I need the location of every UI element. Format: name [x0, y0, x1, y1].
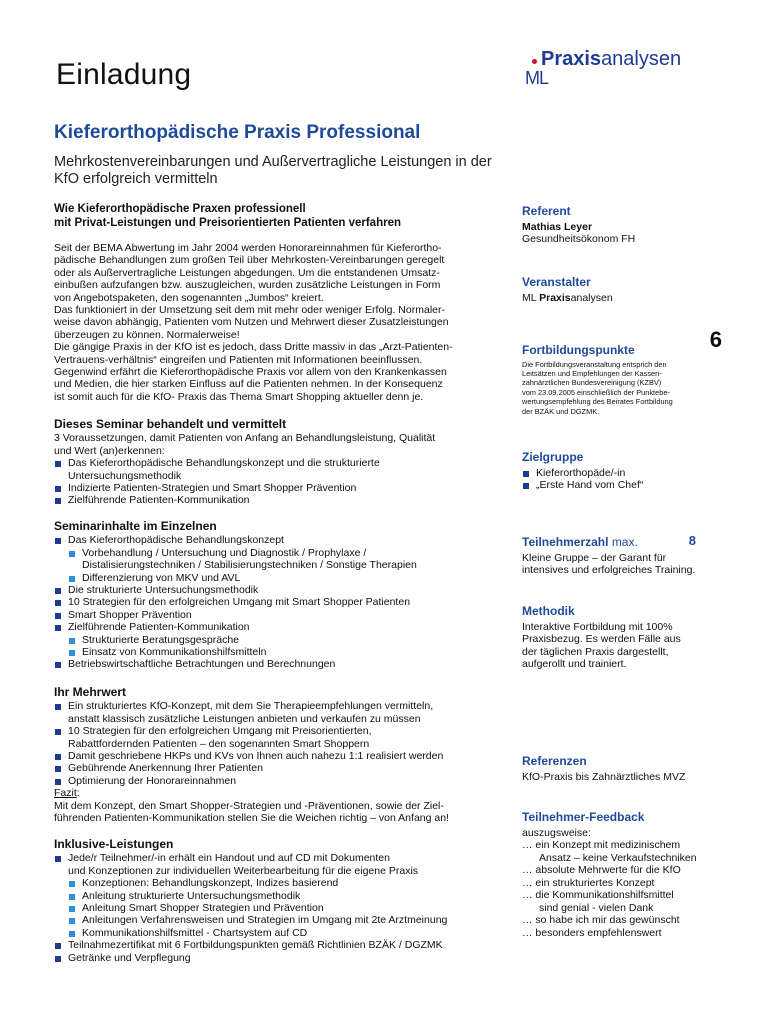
- value-list: [54, 700, 500, 787]
- value-section: [54, 686, 500, 824]
- seminar-topics-section: Dieses Seminar behandelt und vermittelt 3 Voraussetzungen, damit Patienten von Anfang an Behandlungsleistung, Qualität und Wert (an)erkennen: Das Kieferorthopädische Behandlungskonzept und die strukturierte Untersuchungsmethodik Indizierte Patienten-Strategien und Smart Shopper Prävention Zielführende Patienten-Kommunikation: [54, 418, 500, 507]
- organizer-block: [522, 276, 722, 304]
- seminar-subtitle: Mehrkostenvereinbarungen und Außervertragliche Leistungen in der KfO erfolgreich vermitteln: [54, 154, 492, 187]
- method-heading: Methodik: [522, 604, 575, 618]
- list-item: Einsatz von Kommunikationshilfsmitteln: [54, 646, 500, 658]
- referent-block: [522, 205, 722, 246]
- referent-name: Mathias Leyer: [522, 220, 593, 233]
- organizer-heading: Veranstalter: [522, 275, 591, 289]
- method-block: Methodik Interaktive Fortbildung mit 100% Praxisbezug. Es werden Fälle aus der täglichen Praxis dargestellt, aufgerollt und trainiert.: [522, 605, 722, 671]
- target-group-heading: Zielgruppe: [522, 450, 584, 464]
- list-item: Ein strukturiertes KfO-Konzept, mit dem Sie Therapieempfehlungen vermitteln, anstatt klassisch zusätzliche Leistungen anbieten und verkaufen zu müssen: [54, 700, 500, 725]
- topics-list: [54, 457, 500, 507]
- section-heading: Dieses Seminar behandelt und vermittelt: [54, 417, 287, 431]
- list-item: Getränke und Verpflegung: [54, 952, 500, 964]
- participants-max-value: 8: [688, 533, 696, 548]
- list-item: Zielführende Patienten-Kommunikation: [54, 494, 500, 506]
- list-item: 10 Strategien für den erfolgreichen Umgang mit Preisorientierten, Rabattfordernden Patienten – den sogenannten Smart Shoppern: [54, 725, 500, 750]
- seminar-title: Kieferorthopädische Praxis Professional: [54, 122, 421, 143]
- seminar-contents-section: [54, 520, 500, 671]
- training-points-heading: Fortbildungspunkte: [522, 343, 635, 357]
- list-item: Das Kieferorthopädische Behandlungskonzept: [54, 534, 500, 546]
- list-item: Damit geschriebene HKPs und KVs von Ihnen auch nahezu 1:1 realisiert werden: [54, 750, 500, 762]
- list-item: „Erste Hand vom Chef“: [522, 479, 722, 492]
- target-group-block: [522, 451, 722, 492]
- lead-heading: Wie Kieferorthopädische Praxen professionell mit Privat-Leistungen und Preisorientierten Patienten verfahren: [54, 203, 401, 229]
- list-item: Differenzierung von MKV und AVL: [54, 572, 500, 584]
- list-item: Anleitung Smart Shopper Strategien und Prävention: [54, 902, 500, 914]
- fazit-text: Mit dem Konzept, den Smart Shopper-Strategien und -Präventionen, sowie der Ziel- führenden Patienten-Kommunikation stellen Sie die Weichen richtig – von Anfang an!: [54, 799, 449, 825]
- participants-heading: Teilnehmerzahl max.: [522, 535, 638, 549]
- list-item: Gebührende Anerkennung Ihrer Patienten: [54, 762, 500, 774]
- section-heading: Seminarinhalte im Einzelnen: [54, 519, 217, 533]
- section-heading: Ihr Mehrwert: [54, 685, 127, 699]
- included-section: [54, 838, 500, 964]
- fazit-label: Fazit:: [54, 787, 80, 800]
- training-points-note: Die Fortbildungsveranstaltung entsprich den Leitsätzen und Empfehlungen der Kassen- zahnärztlichen Bundesvereinigung (KZBV) vom 23.09.2005 einschließlich der Punktebe- wertungsempfehlung des Beirates Fortbildung der BZÄK und DGZMK.: [522, 359, 673, 416]
- logo-monogram: ML: [525, 68, 549, 88]
- list-item: Kieferorthopäde/-in: [522, 467, 722, 480]
- list-item: Konzeptionen: Behandlungskonzept, Indizes basierend: [54, 877, 500, 889]
- list-item: Smart Shopper Prävention: [54, 609, 500, 621]
- references-heading: Referenzen: [522, 754, 587, 768]
- training-points-value: 6: [709, 327, 722, 352]
- list-item: Betriebswirtschaftliche Betrachtungen und Berechnungen: [54, 658, 500, 670]
- list-item: Jede/r Teilnehmer/-in erhält ein Handout und auf CD mit Dokumenten und Konzeptionen zur individuellen Weiterbearbeitung für die eigene Praxis: [54, 852, 500, 877]
- contents-list: [54, 534, 500, 546]
- list-item: Vorbehandlung / Untersuchung und Diagnostik / Prophylaxe / Distalisierungstechniken / Stabilisierungstechniken / Sonstige Therapien: [54, 547, 500, 572]
- list-item: Die strukturierte Untersuchungsmethodik: [54, 584, 500, 596]
- participants-block: Teilnehmerzahl max. 8 Kleine Gruppe – der Garant für intensives und erfolgreiches Training.: [522, 536, 722, 577]
- list-item: Optimierung der Honorareinnahmen: [54, 775, 500, 787]
- list-item: Kommunikationshilfsmittel - Chartsystem auf CD: [54, 927, 500, 939]
- list-item: Teilnahmezertifikat mit 6 Fortbildungspunkten gemäß Richtlinien BZÄK / DGZMK: [54, 939, 500, 951]
- list-item: Anleitung strukturierte Untersuchungsmethodik: [54, 890, 500, 902]
- logo-wordmark: Praxisanalysen: [541, 48, 682, 70]
- references-block: Referenzen KfO-Praxis bis Zahnärztliches MVZ: [522, 755, 722, 783]
- document-title: Einladung: [56, 58, 192, 91]
- referent-role: Gesundheitsökonom FH: [522, 233, 636, 245]
- intro-paragraph: Seit der BEMA Abwertung im Jahr 2004 werden Honorareinnahmen für Kieferortho- pädische Behandlungen zum großen Teil über Mehrkosten-Vereinbarungen geregelt oder als Außervertragliche Leistungen abgedungen. Um die entstandenen Umsatz- einbußen aufzufangen bzw. auszugleichen, wurden zusätzliche Leistungen in Form von Angebotspaketen, den sogenannten „Jumbos“ kreiert. Das funktioniert in der Umsetzung seit dem mit mehr oder weniger Erfolg. Normaler- weise davon abhängig, Patienten vom Nutzen und Mehrwert dieser Zusatzleistungen überzeugen zu können. Normalerweise! Die gängige Praxis in der KfO ist es jedoch, dass Dritte massiv in das „Arzt-Patienten- Vertrauens-verhältnis“ eingreifen und Patienten mit Informationen beeinflussen. Gegenwind erfährt die Kieferorthopädische Praxis vor allem von den Krankenkassen und Medien, die hier starken Einfluss auf die Patienten nehmen. In der Konsequenz ist somit auch für die KfO- Praxis das Thema Smart Shopping aktueller denn je.: [54, 242, 453, 403]
- feedback-heading: Teilnehmer-Feedback: [522, 810, 645, 824]
- list-item: 10 Strategien für den erfolgreichen Umgang mit Smart Shopper Patienten: [54, 596, 500, 608]
- list-item: Das Kieferorthopädische Behandlungskonzept und die strukturierte Untersuchungsmethodik: [54, 457, 500, 482]
- list-item: Strukturierte Beratungsgespräche: [54, 634, 500, 646]
- referent-heading: Referent: [522, 204, 571, 218]
- logo-dot-icon: [532, 59, 537, 64]
- list-item: Indizierte Patienten-Strategien und Smart Shopper Prävention: [54, 482, 500, 494]
- feedback-block: Teilnehmer-Feedback auszugsweise: … ein Konzept mit medizinischem Ansatz – keine Verkaufstechniken … absolute Mehrwerte für die KfO … ein strukturiertes Konzept … die Kommunikationshilfsmittel sind genial - vielen Dank … so habe ich mir das gewünscht … besonders empfehlenswert: [522, 811, 722, 939]
- organizer-name: ML Praxisanalysen: [522, 291, 613, 304]
- training-points-block: [522, 327, 722, 416]
- praxisanalysen-logo: [525, 50, 725, 95]
- section-heading: Inklusive-Leistungen: [54, 837, 174, 851]
- list-item: Zielführende Patienten-Kommunikation: [54, 621, 500, 633]
- list-item: Anleitungen Verfahrensweisen und Strategien im Umgang mit 2te Arztmeinung: [54, 914, 500, 926]
